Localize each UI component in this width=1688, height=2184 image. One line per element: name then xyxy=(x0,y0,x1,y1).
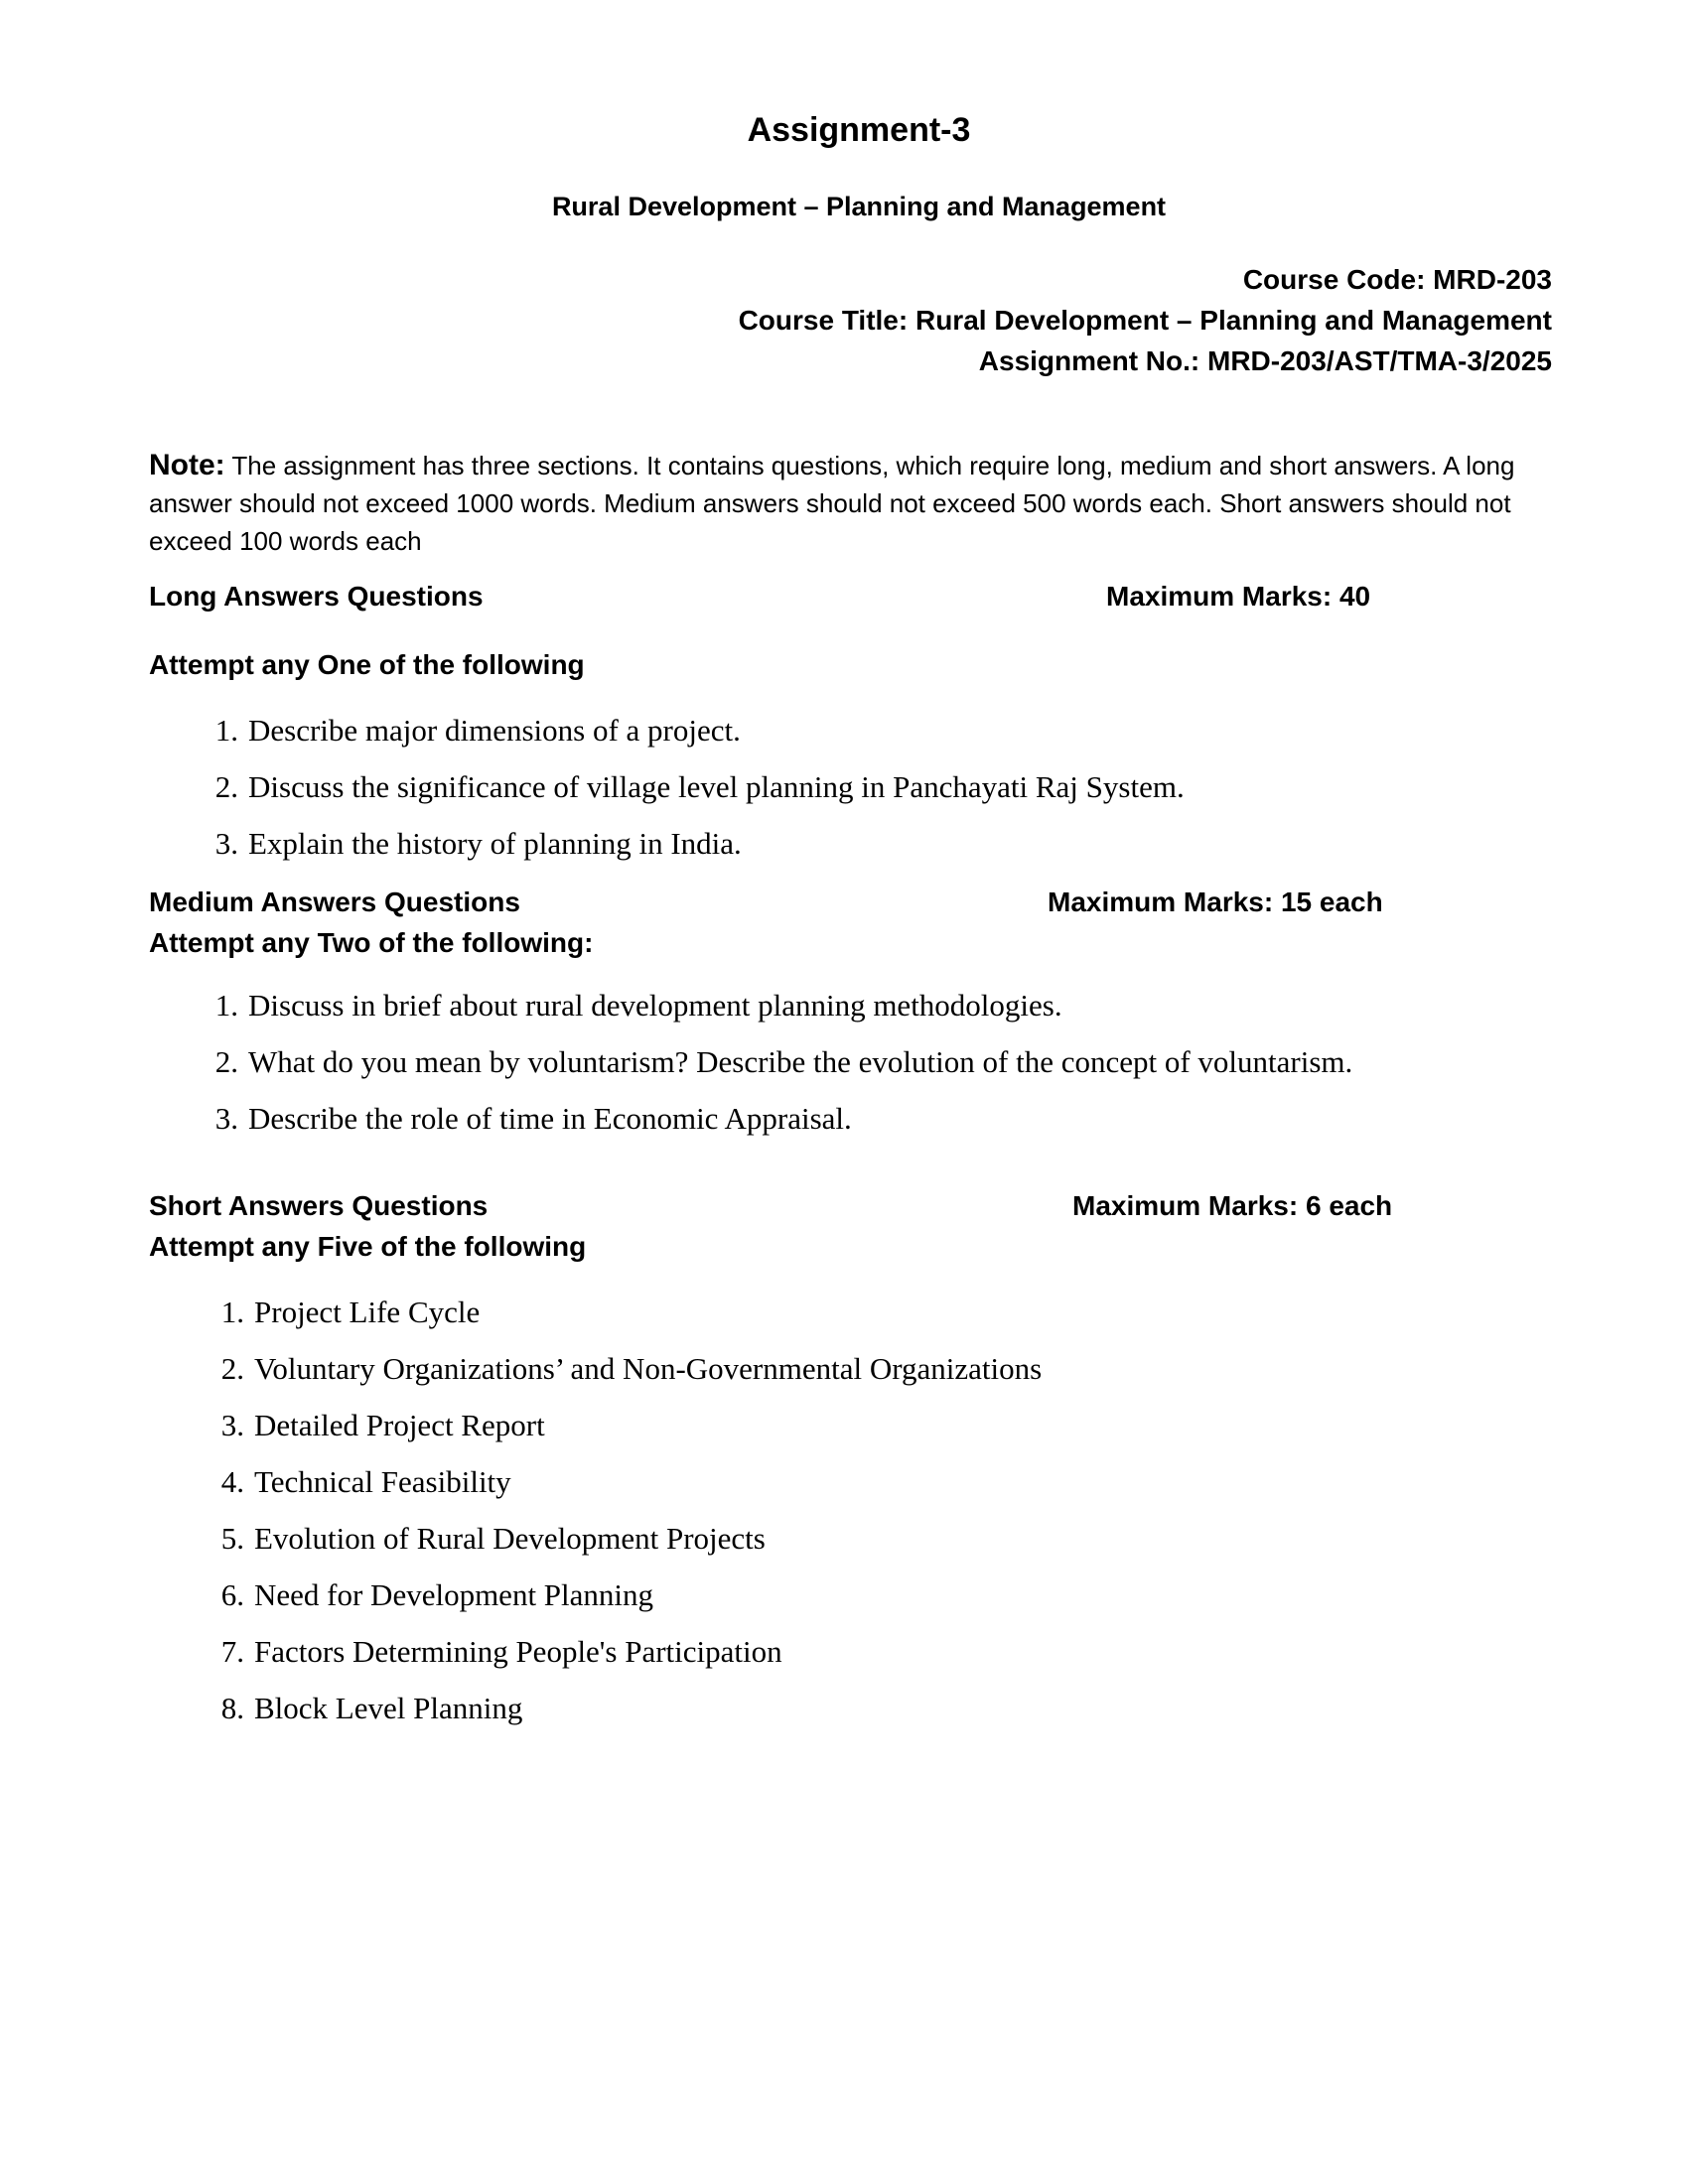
medium-section-marks: Maximum Marks: 15 each xyxy=(1048,887,1383,917)
medium-section-heading: Medium Answers Questions xyxy=(149,887,520,917)
course-title: Course Title: Rural Development – Planning and Management xyxy=(738,305,1552,336)
assignment-note xyxy=(149,447,1559,560)
question-number: 8. xyxy=(220,1691,244,1725)
short-section-instruction: Attempt any Five of the following xyxy=(149,1231,587,1262)
question-text: Discuss the significance of village level planning in Panchayati Raj System. xyxy=(248,769,1185,804)
question-number: 2. xyxy=(214,1044,238,1079)
page-subtitle: Rural Development – Planning and Management xyxy=(551,192,1167,221)
assignment-number: Assignment No.: MRD-203/AST/TMA-3/2025 xyxy=(978,345,1552,376)
long-section-marks: Maximum Marks: 40 xyxy=(1106,581,1371,612)
long-section-instruction: Attempt any One of the following xyxy=(149,649,585,680)
course-info-block xyxy=(739,259,1552,381)
question-text: Detailed Project Report xyxy=(254,1408,545,1442)
question-number: 6. xyxy=(220,1577,244,1612)
question-text: Factors Determining People's Participation xyxy=(254,1634,782,1669)
question-number: 1. xyxy=(214,713,238,748)
question-text: Evolution of Rural Development Projects xyxy=(254,1521,766,1556)
question-number: 3. xyxy=(214,1101,238,1136)
question-number: 2. xyxy=(214,769,238,804)
question-number: 4. xyxy=(220,1464,244,1499)
medium-section-instruction: Attempt any Two of the following: xyxy=(149,927,594,958)
question-number: 1. xyxy=(220,1295,244,1329)
course-code: Course Code: MRD-203 xyxy=(1242,264,1552,295)
question-text: Describe the role of time in Economic Appraisal. xyxy=(248,1101,852,1136)
question-number: 2. xyxy=(220,1351,244,1386)
note-text: The assignment has three sections. It contains questions, which require long, medium and short answers. A long answer should not exceed 1000 words. Medium answers should not exceed 500 words each. Short answers should not exceed 100 words each xyxy=(149,451,1515,556)
question-text: Explain the history of planning in India. xyxy=(248,826,742,861)
question-number: 5. xyxy=(220,1521,244,1556)
question-text: Need for Development Planning xyxy=(254,1577,654,1612)
question-text: Discuss in brief about rural development planning methodologies. xyxy=(248,988,1062,1023)
question-number: 3. xyxy=(220,1408,244,1442)
question-text: Block Level Planning xyxy=(254,1691,523,1725)
question-text: What do you mean by voluntarism? Describe the evolution of the concept of voluntarism. xyxy=(248,1044,1353,1079)
question-text: Technical Feasibility xyxy=(254,1464,511,1499)
question-number: 3. xyxy=(214,826,238,861)
question-text: Describe major dimensions of a project. xyxy=(248,713,741,748)
long-section-heading: Long Answers Questions xyxy=(149,581,484,612)
page-title: Assignment-3 xyxy=(747,111,971,149)
short-section-heading: Short Answers Questions xyxy=(149,1190,489,1221)
question-number: 1. xyxy=(214,988,238,1023)
short-section-marks: Maximum Marks: 6 each xyxy=(1072,1190,1393,1221)
question-text: Voluntary Organizations’ and Non-Governmental Organizations xyxy=(254,1351,1043,1386)
question-number: 7. xyxy=(220,1634,244,1669)
note-label: Note: xyxy=(149,449,225,481)
question-text: Project Life Cycle xyxy=(254,1295,481,1329)
